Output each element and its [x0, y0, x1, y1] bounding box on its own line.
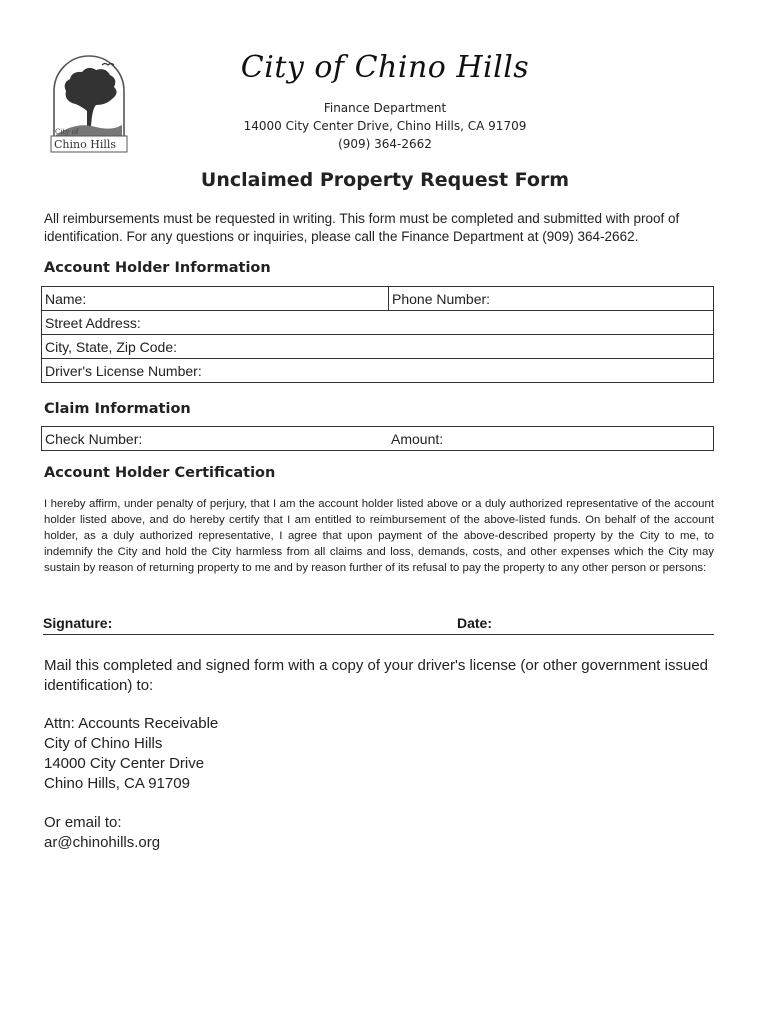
form-title: Unclaimed Property Request Form — [200, 169, 570, 191]
mail-street: 14000 City Center Drive — [44, 755, 205, 772]
check-number-field[interactable] — [42, 427, 389, 451]
email-address[interactable]: ar@chinohills.org — [44, 834, 161, 851]
account-holder-heading: Account Holder Information — [44, 260, 271, 276]
date-label: Date: — [457, 615, 493, 631]
street-address-field[interactable] — [42, 311, 714, 335]
department-phone: (909) 364-2662 — [338, 137, 432, 151]
or-email-label: Or email to: — [44, 814, 122, 831]
phone-label: Phone Number: — [392, 290, 491, 307]
signature-line[interactable] — [43, 615, 714, 635]
city-state-zip-field[interactable] — [42, 335, 714, 359]
intro-text: All reimbursements must be requested in writing. This form must be completed and submitted with proof of identification. For any questions or inquiries, please call the Finance Department at (909) 364-2662. — [44, 211, 680, 244]
mail-city: Chino Hills, CA 91709 — [44, 775, 190, 792]
account-holder-table — [41, 286, 714, 383]
amount-label: Amount: — [391, 430, 444, 447]
mail-instructions: Mail this completed and signed form with a copy of your driver's license (or other government issued identification) to: — [44, 657, 709, 694]
certification-heading: Account Holder Certification — [44, 465, 276, 481]
logo-caption-line1: City of — [55, 128, 79, 136]
logo-caption-line2: Chino Hills — [54, 138, 117, 151]
check-number-label: Check Number: — [45, 430, 143, 447]
claim-table — [41, 426, 714, 451]
claim-info-heading: Claim Information — [44, 401, 191, 417]
drivers-license-field[interactable] — [42, 359, 714, 383]
city-script-title: City of Chino Hills — [240, 50, 530, 85]
department-address: 14000 City Center Drive, Chino Hills, CA 91709 — [243, 119, 527, 133]
signature-label: Signature: — [43, 615, 113, 631]
amount-field[interactable] — [388, 427, 714, 451]
street-address-label: Street Address: — [45, 314, 141, 331]
name-label: Name: — [45, 290, 87, 307]
city-state-zip-label: City, State, Zip Code: — [45, 338, 178, 355]
mail-attn: Attn: Accounts Receivable — [44, 715, 219, 732]
department-name: Finance Department — [323, 101, 447, 115]
drivers-license-label: Driver's License Number: — [45, 362, 202, 379]
mail-org: City of Chino Hills — [44, 735, 163, 752]
phone-field[interactable] — [389, 287, 714, 311]
certification-text: I hereby affirm, under penalty of perjury, that I am the account holder listed above or a duly authorized representative of the account holder listed above, and do hereby certify that I am entitled to reimbursement of the above-listed funds. On behalf of the account holder, as a duly authorized representative, I agree that upon payment of the above-described property by the City to me, to indemnify the City and hold the City harmless from all claims and loss, demands, costs, and other expenses which the City may sustain by reason of returning property to me and by reason further of its refusal to pay the property to any other person or persons: — [44, 498, 714, 574]
name-field[interactable] — [42, 287, 389, 311]
